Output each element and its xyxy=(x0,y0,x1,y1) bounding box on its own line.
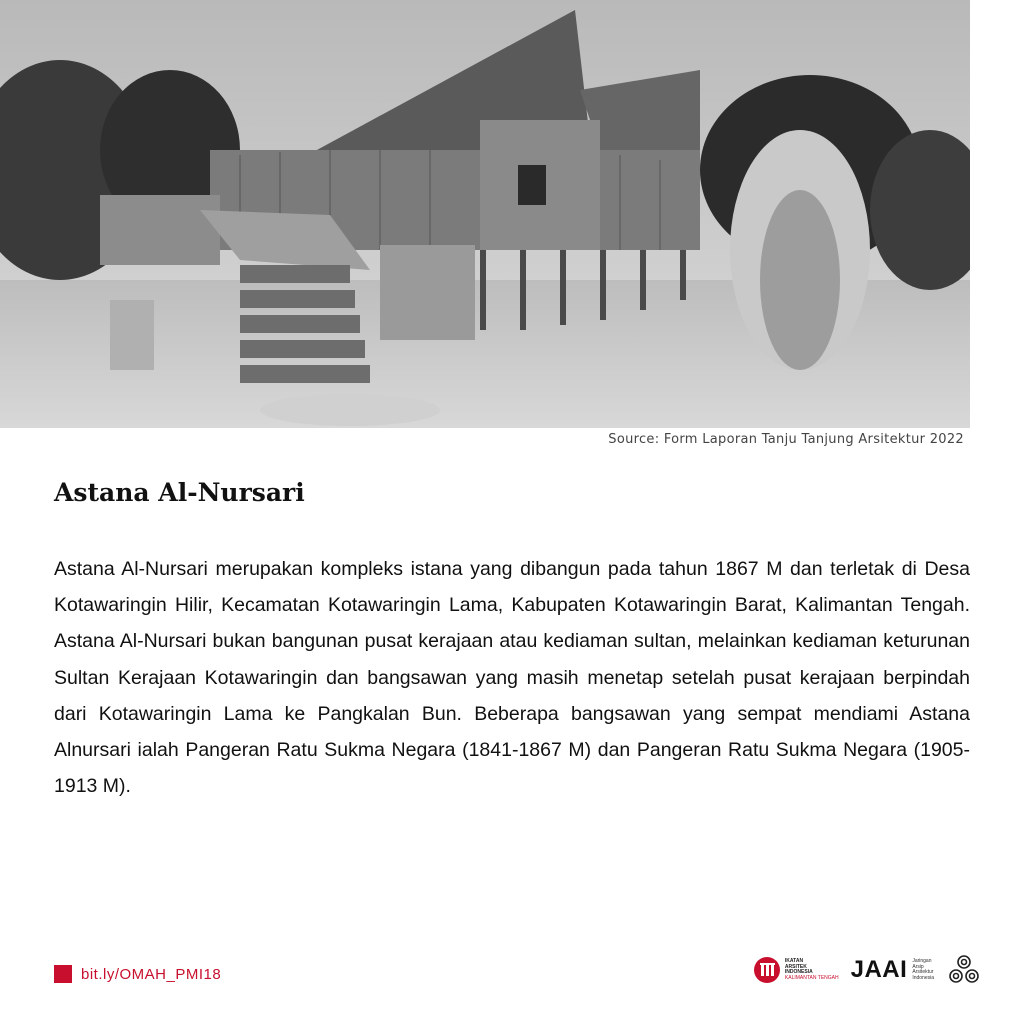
iai-logo xyxy=(753,956,839,984)
article-title: Astana Al-Nursari xyxy=(54,478,305,507)
footer-link[interactable] xyxy=(54,965,221,983)
footer-link-text: bit.ly/OMAH_PMI18 xyxy=(81,965,222,983)
article-body: Astana Al-Nursari merupakan kompleks istana yang dibangun pada tahun 1867 M dan terletak di Desa Kotawaringin Hilir, Kecamatan Kotawaringin Lama, Kabupaten Kotawaringin Barat, Kalimantan Tengah. Astana Al-Nursari bukan bangunan pusat kerajaan atau kediaman sultan, melainkan kediaman keturunan Sultan Kerajaan Kotawaringin dan bangsawan yang masih menetap setelah pusat kerajaan berpindah dari Kotawaringin Lama ke Pangkalan Bun. Beberapa bangsawan yang sempat mendiami Astana Alnursari ialah Pangeran Ratu Sukma Negara (1841-1867 M) dan Pangeran Ratu Sukma Negara (1905-1913 M). xyxy=(54,558,970,798)
jaai-wordmark: JAAI xyxy=(850,956,908,983)
red-square-icon xyxy=(54,965,72,983)
hero-photo xyxy=(0,0,970,428)
iai-logo-text: IKATAN ARSITEK INDONESIA KALIMANTAN TENGAH xyxy=(784,958,839,981)
jaai-logo xyxy=(851,956,934,984)
photo-source-caption: Source: Form Laporan Tanju Tanjung Arsitektur 2022 xyxy=(608,432,964,447)
triple-spiral-icon xyxy=(946,952,982,988)
iai-emblem-icon xyxy=(753,956,781,984)
partner-logos xyxy=(753,950,982,990)
astana-house-illustration xyxy=(0,0,970,428)
jaai-subtitle: Jaringan Arsip Arsitektur Indonesia xyxy=(912,958,934,981)
